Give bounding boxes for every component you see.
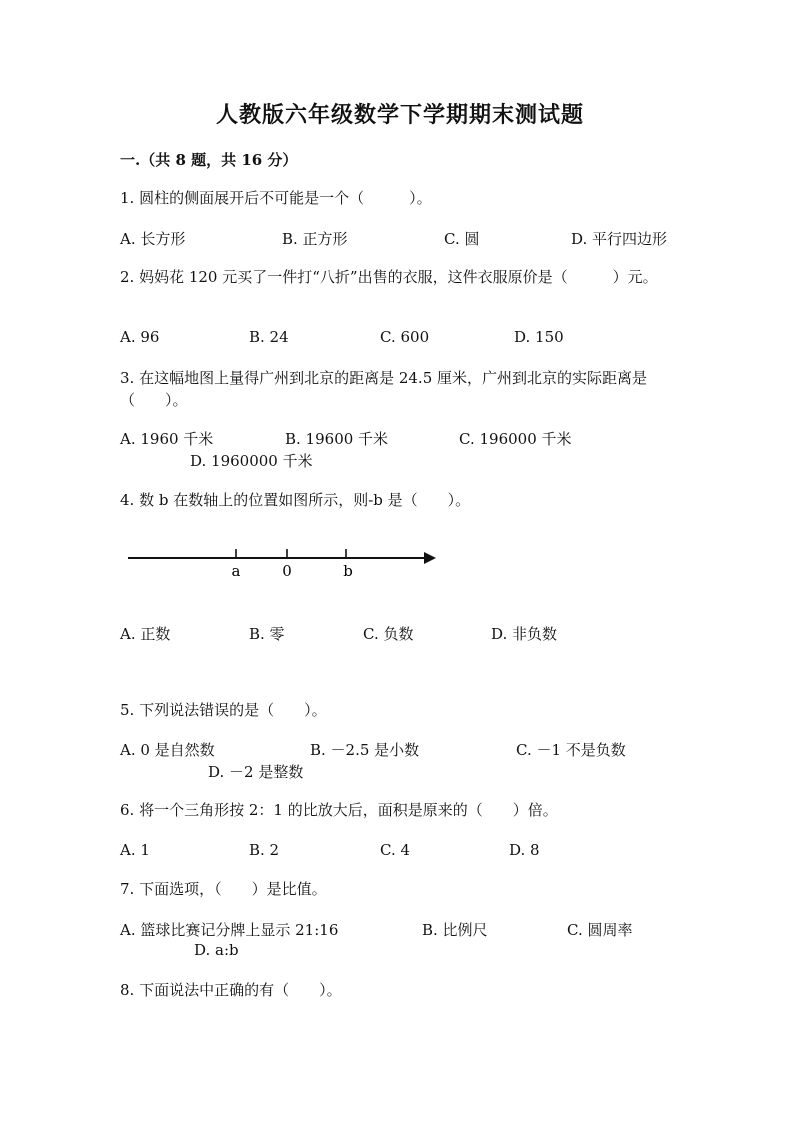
question-6: 6. 将一个三角形按 2：1 的比放大后，面积是原来的（ ）倍。	[120, 801, 558, 819]
q7-option-d: D. a:b	[194, 941, 239, 959]
q5-option-a: A. 0 是自然数	[120, 741, 215, 759]
q3-option-d: D. 1960000 千米	[190, 452, 313, 470]
number-line-arrow	[424, 552, 436, 564]
question-5: 5. 下列说法错误的是（ ）。	[120, 701, 327, 719]
q1-option-c: C. 圆	[444, 230, 480, 248]
q5-option-d: D. －2 是整数	[208, 763, 304, 781]
q7-option-a: A. 篮球比赛记分牌上显示 21:16	[120, 921, 339, 939]
q3-option-b: B. 19600 千米	[285, 430, 389, 448]
q4-option-b: B. 零	[249, 625, 285, 643]
q6-option-d: D. 8	[509, 841, 540, 859]
q4-option-a: A. 正数	[120, 625, 171, 643]
page-title: 人教版六年级数学下学期期末测试题	[215, 102, 584, 128]
q5-option-c: C. －1 不是负数	[516, 741, 626, 759]
question-1: 1. 圆柱的侧面展开后不可能是一个（ ）。	[120, 189, 432, 207]
q5-option-b: B. －2.5 是小数	[310, 741, 420, 759]
question-4: 4. 数 b 在数轴上的位置如图所示，则-b 是（ ）。	[120, 491, 471, 509]
question-7: 7. 下面选项，（ ）是比值。	[120, 880, 327, 898]
number-line-figure	[120, 540, 450, 584]
section-heading: 一.（共 8 题，共 16 分）	[120, 151, 298, 169]
q2-option-d: D. 150	[514, 328, 564, 346]
q2-option-a: A. 96	[120, 328, 160, 346]
q1-option-d: D. 平行四边形	[571, 230, 668, 248]
q2-option-b: B. 24	[249, 328, 289, 346]
q1-option-b: B. 正方形	[282, 230, 348, 248]
label-zero: 0	[282, 562, 292, 580]
question-8: 8. 下面说法中正确的有（ ）。	[120, 981, 342, 999]
q1-option-a: A. 长方形	[120, 230, 186, 248]
label-b: b	[343, 562, 353, 580]
q6-option-a: A. 1	[120, 841, 150, 859]
question-3: 3. 在这幅地图上量得广州到北京的距离是 24.5 厘米，广州到北京的实际距离是（ ）。	[120, 369, 648, 409]
q4-option-d: D. 非负数	[491, 625, 558, 643]
q6-option-c: C. 4	[380, 841, 411, 859]
q3-option-a: A. 1960 千米	[120, 430, 214, 448]
question-2: 2. 妈妈花 120 元买了一件打“八折”出售的衣服，这件衣服原价是（ ）元。	[120, 268, 658, 286]
q7-option-b: B. 比例尺	[422, 921, 488, 939]
q6-option-b: B. 2	[249, 841, 280, 859]
label-a: a	[231, 562, 241, 580]
q2-option-c: C. 600	[380, 328, 430, 346]
q4-option-c: C. 负数	[363, 625, 414, 643]
q7-option-c: C. 圆周率	[567, 921, 633, 939]
q3-option-c: C. 196000 千米	[459, 430, 572, 448]
